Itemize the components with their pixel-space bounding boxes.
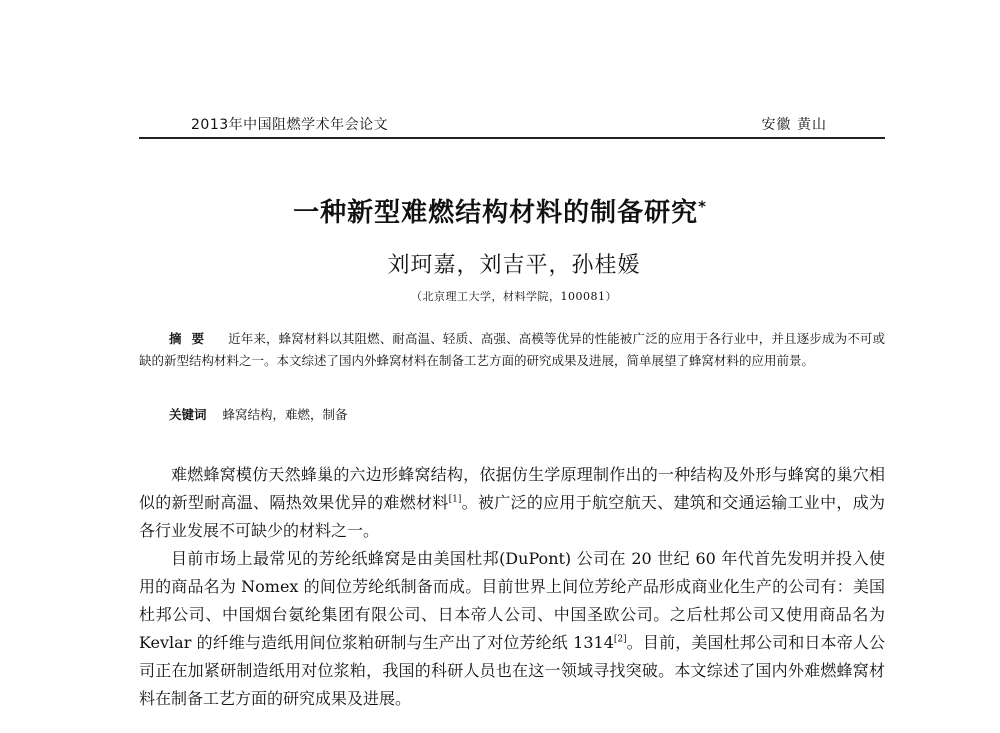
body-text (139, 461, 885, 713)
body-paragraph-1 (139, 461, 885, 545)
paper-title-text: 一种新型难燃结构材料的制备研究 (293, 198, 699, 228)
conference-name: 2013年中国阻燃学术年会论文 (191, 117, 389, 133)
keywords (169, 404, 869, 426)
citation-1: [1] (448, 494, 462, 505)
author-list: 刘珂嘉，刘吉平，孙桂媛 (387, 253, 641, 278)
abstract-label: 摘要 (169, 331, 215, 346)
keywords-label: 关键词 (169, 407, 207, 422)
paragraph-2-text-b: 。目前，美国杜邦公司和日本帝人公司正在加紧研制造纸用对位浆粕，我国的科研人员也在这一领域寻找突破。本文综述了国内外难燃蜂窝材料在制备工艺方面的研究成果及进展。 (139, 633, 885, 708)
running-header (139, 112, 885, 140)
citation-2: [2] (613, 634, 627, 645)
keywords-text: 蜂窝结构，难燃，制备 (222, 407, 348, 422)
abstract-text: 近年来，蜂窝材料以其阻燃、耐高温、轻质、高强、高模等优异的性能被广泛的应用于各行业中，并且逐步成为不可或缺的新型结构材料之一。本文综述了国内外蜂窝材料在制备工艺方面的研究成果及进展，简单展望了蜂窝材料的应用前景。 (139, 331, 885, 368)
title-footnote-mark: * (698, 197, 707, 216)
abstract (139, 328, 885, 372)
paragraph-1-text-a: 难燃蜂窝模仿天然蜂巢的六边形蜂窝结构，依据仿生学原理制作出的一种结构及外形与蜂窝的巢穴相似的新型耐高温、隔热效果优异的难燃材料 (139, 465, 885, 512)
conference-location: 安徽 黄山 (761, 117, 827, 133)
author-affiliation: （北京理工大学，材料学院，100081） (411, 290, 617, 303)
header-rule (139, 137, 885, 139)
paper-title (0, 192, 1000, 229)
paragraph-2-text-a: 目前市场上最常见的芳纶纸蜂窝是由美国杜邦(DuPont) 公司在 20 世纪 60 年代首先发明并投入使用的商品名为 Nomex 的间位芳纶纸制备而成。目前世界上间位芳纶产品形成商业化生产的公司有：美国杜邦公司、中国烟台氨纶集团有限公司、日本帝人公司、中国圣欧公司。之后杜邦公司又使用商品名为 Kevlar 的纤维与造纸用间位浆粕研制与生产出了对位芳纶纸 1314 (139, 549, 885, 652)
body-paragraph-2 (139, 545, 885, 713)
paragraph-1-text-b: 。被广泛的应用于航空航天、建筑和交通运输工业中，成为各行业发展不可缺少的材料之一。 (139, 493, 885, 540)
